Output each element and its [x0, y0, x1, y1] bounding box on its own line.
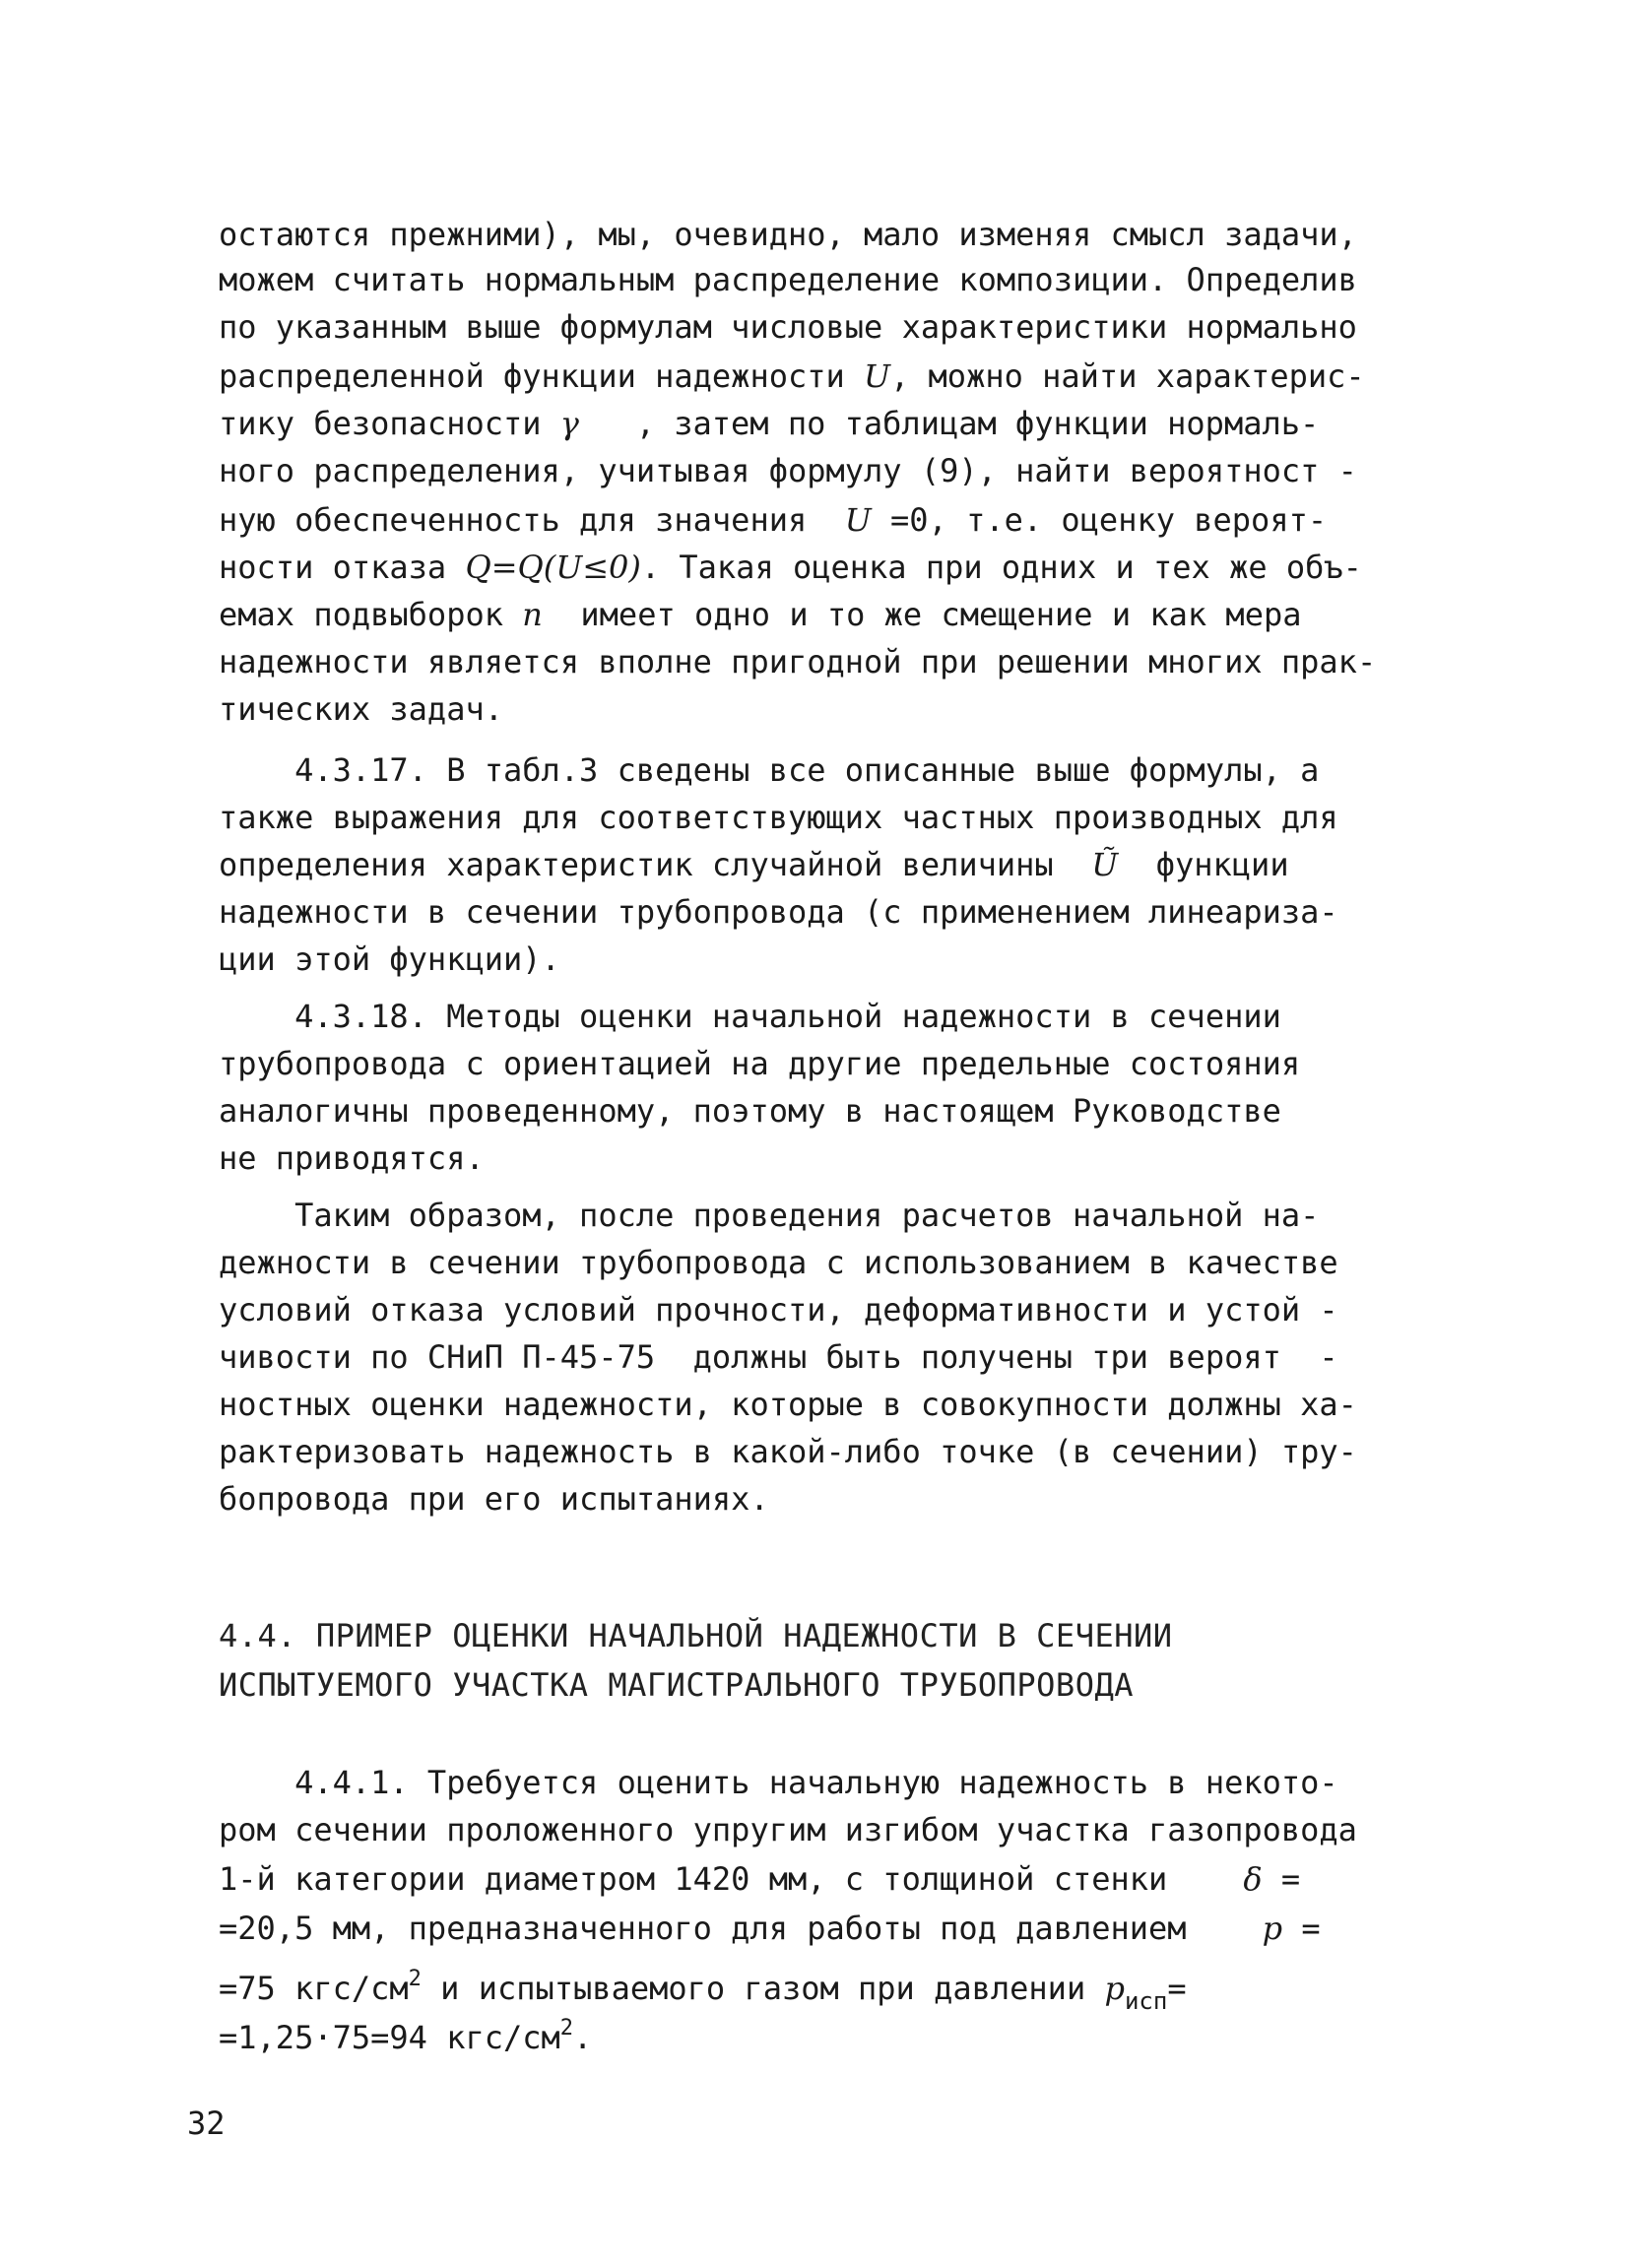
text-line: трубопровода с ориентацией на другие предельные состояния — [219, 1045, 1301, 1082]
symbol-p: p — [1262, 1910, 1283, 1947]
text-line: 4.4.1. Требуется оценить начальную надежность в некото- — [219, 1764, 1338, 1801]
formula-q: Q=Q(U≤0) — [465, 549, 641, 586]
page-number: 32 — [187, 2105, 226, 2142]
text-line: ную обеспеченность для значения U =0, т.е. оценку вероят- — [219, 501, 1328, 539]
text-line: 4.3.18. Методы оценки начальной надежности в сечении — [219, 998, 1281, 1035]
text-line: определения характеристик случайной величины Ũ функции — [219, 846, 1289, 883]
section-heading: ИСПЫТУЕМОГО УЧАСТКА МАГИСТРАЛЬНОГО ТРУБОПРОВОДА — [219, 1666, 1134, 1704]
text-line: также выражения для соответствующих частных производных для — [219, 799, 1338, 836]
symbol-u: U — [864, 357, 890, 395]
text-line: =75 кгс/$см^2$ и испытываемого газом при давлении $p_{исп}=$ — [219, 1967, 1187, 2015]
subscript: исп — [1124, 1987, 1168, 2015]
text-line: тику безопасности γ , затем по таблицам функции нормаль- — [219, 405, 1320, 442]
text-line: чивости по СНиП П-45-75 должны быть получены три вероят - — [219, 1338, 1338, 1376]
symbol-u-tilde: Ũ — [1091, 846, 1119, 883]
section-heading: 4.4. ПРИМЕР ОЦЕНКИ НАЧАЛЬНОЙ НАДЕЖНОСТИ В СЕЧЕНИИ — [219, 1617, 1173, 1654]
text-line: можем считать нормальным распределение композиции. Определив — [219, 261, 1357, 298]
text-line: 4.3.17. В табл.3 сведены все описанные выше формулы, а — [219, 751, 1320, 789]
text-line: ного распределения, учитывая формулу (9), найти вероятност - — [219, 452, 1357, 489]
superscript: 2 — [408, 1967, 422, 1991]
text-line: =1,25·75=94 кгс/$см^2$. — [219, 2016, 593, 2056]
text-line: распределенной функции надежности U, можно найти характерис- — [219, 357, 1365, 395]
symbol-n: n — [522, 596, 543, 633]
superscript: 2 — [559, 2016, 574, 2041]
text-line: надежности в сечении трубопровода (с применением линеариза- — [219, 893, 1338, 931]
text-line: бопровода при его испытаниях. — [219, 1480, 769, 1518]
text-line: по указанным выше формулам числовые характеристики нормально — [219, 308, 1357, 346]
symbol-delta: δ — [1243, 1860, 1263, 1898]
text-line: Таким образом, после проведения расчетов начальной на- — [219, 1197, 1320, 1234]
text-line: ции этой функции). — [219, 940, 560, 978]
text-line: ностных оценки надежности, которые в совокупности должны ха- — [219, 1386, 1357, 1423]
text-line: тических задач. — [219, 690, 503, 728]
text-line: рактеризовать надежность в какой-либо точке (в сечении) тру- — [219, 1433, 1357, 1470]
text-line: остаются прежними), мы, очевидно, мало изменяя смысл задачи, — [219, 216, 1357, 253]
symbol-gamma: γ — [559, 405, 579, 442]
symbol-u: U — [844, 501, 872, 539]
text-line: не приводятся. — [219, 1139, 485, 1177]
text-line: условий отказа условий прочности, деформативности и устой - — [219, 1291, 1338, 1328]
text-line: надежности является вполне пригодной при решении многих прак- — [219, 643, 1377, 680]
symbol-p: p — [1104, 1970, 1125, 2007]
text-line: аналогичны проведенному, поэтому в настоящем Руководстве — [219, 1092, 1281, 1130]
text-line: ром сечении проложенного упругим изгибом участка газопровода — [219, 1811, 1357, 1848]
text-line: ности отказа Q=Q(U≤0). Такая оценка при одних и тех же объ- — [219, 549, 1362, 586]
text-line: 1-й категории диаметром 1420 мм, с толщиной стенки δ = — [219, 1860, 1301, 1898]
text-line: =20,5 мм, предназначенного для работы под давлением p = — [219, 1910, 1321, 1947]
text-line: емах подвыборок n имеет одно и то же смещение и как мера — [219, 596, 1302, 633]
text-line: дежности в сечении трубопровода с использованием в качестве — [219, 1244, 1338, 1281]
